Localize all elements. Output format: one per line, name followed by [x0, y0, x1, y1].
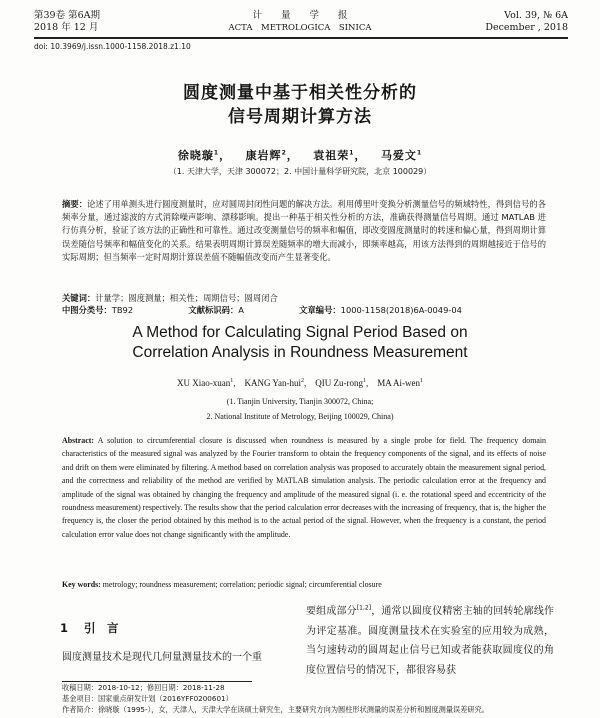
header-rule: [34, 37, 568, 39]
classification-cn: [62, 304, 546, 317]
footnote-author: 作者简介：徐晓璇（1995-），女，天津人，天津大学在读硕士研究生，主要研究方向为圆柱形状测量的误差分析和圆度测量误差研究。: [62, 704, 489, 714]
affiliation-en: [0, 394, 600, 424]
author-en: MA Ai-wen$^1$: [377, 378, 423, 388]
clc-label: 中图分类号：: [62, 305, 112, 315]
author-cn: 徐晓璇$^1$，: [177, 149, 232, 162]
body-right-text-b: ，通常以圆度仪精密主轴的回转轮廓线作为评定基准。圆度测量技术在实验室的应用较为成熟，当匀速转动的圆周起止信号已知或者能获取圆度仪的角度位置信号的情况下，都很容易获: [306, 606, 554, 676]
article-number-value: 1000-1158(2018)6A-0049-04: [340, 305, 462, 315]
footnote-fund: 基金项目：国家重点研发计划（2016YFF0200601）: [62, 693, 233, 703]
keywords-cn-label: 关键词：: [62, 293, 96, 303]
journal-name: [190, 10, 410, 34]
section-heading: [60, 620, 119, 636]
issue-info-cn: [34, 10, 100, 34]
affiliation-en-line-2: 2. National Institute of Metrology, Beijing 100029, China): [206, 412, 394, 421]
citation: [1,2]: [356, 604, 372, 612]
issue-info-en: [485, 10, 568, 34]
footnote-rule: [62, 681, 252, 682]
document-code-value: A: [238, 305, 244, 315]
footnotes: [62, 683, 568, 715]
title-cn-line-1: 圆度测量中基于相关性分析的: [183, 83, 417, 103]
keywords-cn-text: 计量学；圆度测量；相关性；周期信号；圆周闭合: [95, 293, 278, 303]
section-number: 1: [60, 621, 69, 635]
title-en-line-2: Correlation Analysis in Roundness Measurement: [132, 344, 468, 361]
volume-en: Vol. 39, № 6A: [504, 10, 568, 21]
doi: doi: 10.3969/j.issn.1000-1158.2018.z1.10: [34, 42, 191, 51]
body-right-text-a: 要组成部分: [306, 606, 357, 617]
affiliation-en-line-1: (1. Tianjin University, Tianjin 300072, China;: [226, 397, 374, 406]
body-right-column: [306, 602, 554, 680]
date-en: December , 2018: [485, 22, 568, 33]
author-cn: 康岩辉$^2$，: [245, 149, 299, 162]
author-en: QIU Zu-rong$^1$,: [315, 378, 369, 388]
section-title: 引 言: [84, 621, 119, 635]
affiliation-cn: （1. 天津大学，天津 300072；2. 中国计量科学研究院，北京 100029）: [168, 167, 432, 176]
abstract-en-label: Abstract:: [62, 436, 94, 445]
author-en: KANG Yan-hui$^2$,: [244, 378, 307, 388]
document-code-label: 文献标识码：: [188, 305, 239, 315]
authors-cn: [0, 147, 600, 163]
article-number-label: 文章编号：: [299, 305, 341, 315]
body-left-column: 圆度测量技术是现代几何量测量技术的一个重: [62, 652, 262, 663]
footnote-received: 收稿日期：2018-10-12；修回日期：2018-11-28: [62, 683, 225, 692]
abstract-cn-label: 摘要：: [62, 199, 88, 209]
abstract-cn-text: 论述了用单测头进行圆度测量时，应对圆周封闭性问题的解决方法。利用傅里叶变换分析测量信号的频域特性，得到信号的各频率分量，通过滤波的方式消除噪声影响、漂移影响。提出一种基于相关性分析的方法，准确获得测量信号周期。通过 MATLAB 进行仿真分析，验证了该方法的正确性和可靠性。通过改变测量信号的频率和幅值，即改变圆度测量时的转速和偏心量，得到周期计算误差随信号频率和幅值变化的关系。结果表明周期计算误差随频率的增大而减小，即频率越高，用该方法得到的周期越接近于信号的实际周期；但当频率一定时周期计算误差值不随幅值改变而产生显著变化。: [62, 199, 546, 262]
author-cn: 袁祖荣$^1$，: [313, 149, 367, 162]
volume-cn: 第39卷 第6A期: [34, 10, 101, 21]
clc-value: TB92: [111, 305, 134, 315]
title-en-line-1: A Method for Calculating Signal Period Based on: [132, 324, 468, 341]
keywords-en-label: Key words:: [62, 580, 101, 589]
authors-en: [0, 378, 600, 388]
journal-name-en: ACTA METROLOGICA SINICA: [228, 23, 372, 33]
author-en: XU Xiao-xuan$^1$,: [176, 378, 236, 388]
title-cn-line-2: 信号周期计算方法: [228, 107, 372, 127]
abstract-en-text: A solution to circumferential closure is discussed when roundness is measured by a single probe for field. The frequency domain characteristics of the measured signal was analyzed by the Fourier transform to obtain the frequency components of the signal, and its effects of noise and drift on them were eliminated by filtering. A method based on correlation analysis was proposed to accurately obtain the measurement signal period, and the correctness and reliability of the method are verified by MATLAB simulation analysis. The periodic calculation error at the frequency and amplitude of the signal was obtained by changing the frequency and amplitude of the measured signal (i. e. the rotational speed and eccentricity of the roundness measurement) respectively. The results show that the period calculation error decreases with the increasing of frequency, that is, the higher the frequency is, the closer the period obtained by this method is to the actual period of the signal. However, when the frequency is a constant, the period calculation error value does not change significantly with the amplitude.: [62, 436, 546, 539]
author-cn: 马爱文$^1$: [380, 149, 423, 162]
date-cn: 2018 年 12 月: [34, 22, 99, 33]
abstract-en: [62, 434, 546, 541]
keywords-en: [62, 578, 546, 591]
journal-name-cn: 计 量 学 报: [252, 10, 348, 21]
abstract-cn: [62, 198, 546, 264]
keywords-en-text: metrology; roundness measurement; correlation; periodic signal; circumferential closure: [102, 580, 382, 589]
